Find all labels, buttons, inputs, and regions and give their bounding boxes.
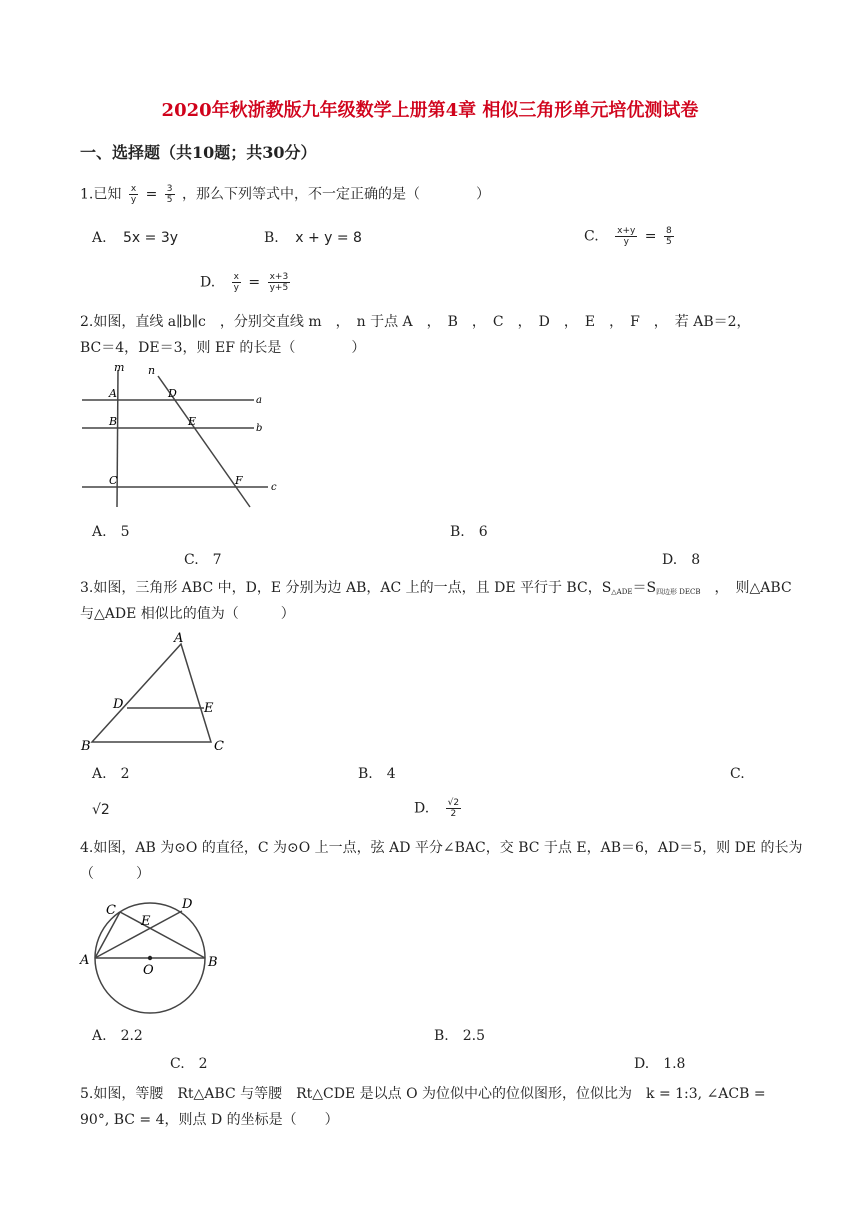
question-5-line-1: 5.如图，等腰 Rt△ABC 与等腰 Rt△CDE 是以点 O 为位似中心的位似图形，位似比为 k = 1:3, ∠ACB = bbox=[80, 1086, 766, 1102]
q3-text-b: ＝S bbox=[632, 580, 657, 596]
frac-den: 5 bbox=[665, 237, 672, 247]
q1-fraction-2 bbox=[165, 184, 175, 205]
label-c: c bbox=[271, 482, 277, 493]
frac-num: x bbox=[233, 272, 239, 282]
q2-option-c bbox=[184, 552, 222, 568]
q1-eq: = bbox=[145, 186, 158, 203]
option-label: B. bbox=[434, 1028, 449, 1044]
option-text: 7 bbox=[212, 552, 222, 568]
q3-subscript-1: △ADE bbox=[611, 588, 633, 596]
label-A: A bbox=[174, 631, 184, 646]
q1-frac-den: y bbox=[130, 195, 137, 205]
question-4-line-2: （ ） bbox=[80, 866, 150, 882]
label-D: D bbox=[113, 697, 124, 712]
label-C: C bbox=[106, 903, 116, 918]
label-D: D bbox=[168, 387, 177, 400]
q1-frac2-num: 3 bbox=[166, 184, 173, 194]
question-2-line-2: BC＝4，DE＝3，则 EF 的长是（ ） bbox=[80, 340, 366, 356]
option-label: A. bbox=[92, 230, 107, 246]
option-text: 2.2 bbox=[120, 1028, 143, 1044]
q3-triangle-figure bbox=[78, 630, 238, 760]
option-frac-2 bbox=[268, 272, 291, 293]
option-text: 5 bbox=[120, 524, 130, 540]
q3-option-d bbox=[414, 798, 464, 819]
option-label: B. bbox=[450, 524, 465, 540]
frac-den: 2 bbox=[450, 809, 457, 819]
option-text: 2.5 bbox=[462, 1028, 486, 1044]
option-label: A. bbox=[92, 766, 107, 782]
label-a: a bbox=[256, 395, 262, 406]
triangle-abc bbox=[92, 644, 211, 742]
option-frac bbox=[232, 272, 241, 293]
q3-option-b bbox=[358, 766, 396, 782]
q1-option-a bbox=[92, 230, 178, 246]
label-B: B bbox=[81, 739, 91, 754]
label-B: B bbox=[109, 415, 118, 428]
option-text: x + y = 8 bbox=[295, 230, 362, 246]
label-D: D bbox=[182, 897, 193, 912]
frac-num: x+3 bbox=[269, 272, 289, 282]
label-m: m bbox=[114, 362, 125, 374]
option-label: A. bbox=[92, 1028, 107, 1044]
q4-option-c bbox=[170, 1056, 208, 1072]
frac-num: x+y bbox=[617, 226, 636, 236]
option-frac bbox=[615, 226, 637, 247]
q4-option-a bbox=[92, 1028, 143, 1044]
question-2-line-1: 2.如图，直线 a∥b∥c ，分别交直线 m ， n 于点 A ， B ， C ， D ， E ， F ， 若 AB＝2， bbox=[80, 314, 751, 330]
label-E: E bbox=[188, 415, 197, 428]
label-O: O bbox=[143, 963, 154, 978]
section-heading: 一、选择题（共10题；共30分） bbox=[80, 143, 317, 162]
option-text: 2 bbox=[120, 766, 130, 782]
page-title: 2020年秋浙教版九年级数学上册第4章 相似三角形单元培优测试卷 bbox=[161, 100, 699, 121]
option-text: 1.8 bbox=[663, 1056, 686, 1072]
q2-option-d bbox=[662, 552, 700, 568]
question-5-line-2: 90°, BC = 4，则点 D 的坐标是（ ） bbox=[80, 1112, 339, 1128]
frac-eq: = bbox=[248, 274, 261, 291]
label-B: B bbox=[208, 955, 218, 970]
q4-circle-figure bbox=[78, 892, 238, 1022]
q1-frac2-den: 5 bbox=[166, 195, 173, 205]
label-E: E bbox=[141, 914, 151, 929]
option-frac bbox=[446, 798, 461, 819]
option-frac-2 bbox=[664, 226, 674, 247]
question-3-line-1 bbox=[80, 578, 792, 602]
frac-eq: = bbox=[644, 228, 657, 245]
option-label: B. bbox=[358, 766, 373, 782]
q4-option-d bbox=[634, 1056, 685, 1072]
q3-subscript-2: 四边形 DECB bbox=[656, 588, 701, 596]
q1-frac-num: x bbox=[130, 184, 137, 194]
question-1 bbox=[80, 184, 490, 205]
option-label: C. bbox=[184, 552, 199, 568]
frac-den: y+5 bbox=[269, 283, 289, 293]
chord-cb bbox=[120, 912, 205, 958]
option-label: D. bbox=[662, 552, 678, 568]
question-3-line-2: 与△ADE 相似比的值为（ ） bbox=[80, 606, 295, 622]
label-C: C bbox=[214, 739, 224, 754]
option-label: B. bbox=[264, 230, 279, 246]
q4-option-b bbox=[434, 1028, 485, 1044]
label-b: b bbox=[256, 423, 263, 434]
frac-den: y bbox=[233, 283, 239, 293]
q2-option-a bbox=[92, 524, 129, 540]
option-label: C. bbox=[584, 228, 599, 245]
question-4-line-1: 4.如图，AB 为⊙O 的直径，C 为⊙O 上一点，弦 AD 平分∠BAC，交 BC 于点 E，AB＝6，AD＝5，则 DE 的长为 bbox=[80, 840, 803, 856]
option-label: A. bbox=[92, 524, 107, 540]
label-n: n bbox=[148, 364, 156, 377]
frac-den: y bbox=[623, 237, 629, 247]
option-text: 2 bbox=[198, 1056, 208, 1072]
label-C: C bbox=[109, 474, 118, 487]
option-text: 4 bbox=[386, 766, 396, 782]
q3-text-a: 3.如图，三角形 ABC 中，D，E 分别为边 AB，AC 上的一点，且 DE 平行于 BC，S bbox=[80, 580, 612, 596]
q3-text-c: ， 则△ABC bbox=[700, 580, 792, 596]
label-F: F bbox=[235, 474, 243, 487]
q1-prefix: 1.已知 bbox=[80, 186, 122, 203]
label-A: A bbox=[80, 953, 90, 968]
option-text: 5x = 3y bbox=[123, 230, 179, 246]
q1-option-b bbox=[264, 230, 362, 246]
label-E: E bbox=[204, 701, 214, 716]
q1-option-d bbox=[200, 272, 293, 293]
option-text: 8 bbox=[691, 552, 701, 568]
option-label: D. bbox=[634, 1056, 650, 1072]
option-label: D. bbox=[414, 800, 430, 817]
q1-option-c bbox=[584, 226, 677, 247]
center-o bbox=[148, 956, 152, 960]
q2-option-b bbox=[450, 524, 488, 540]
q3-option-c-label: C. bbox=[730, 766, 745, 782]
q1-suffix: ，那么下列等式中，不一定正确的是（ ） bbox=[181, 186, 490, 203]
q3-option-a bbox=[92, 766, 129, 782]
frac-num: √2 bbox=[447, 798, 460, 808]
q2-parallel-lines-figure bbox=[78, 362, 288, 512]
option-label: C. bbox=[170, 1056, 185, 1072]
option-label: D. bbox=[200, 274, 216, 291]
frac-num: 8 bbox=[665, 226, 672, 236]
option-text: 6 bbox=[478, 524, 488, 540]
q3-option-c-value: √2 bbox=[92, 802, 110, 818]
label-A: A bbox=[109, 387, 117, 400]
q1-fraction bbox=[129, 184, 138, 205]
